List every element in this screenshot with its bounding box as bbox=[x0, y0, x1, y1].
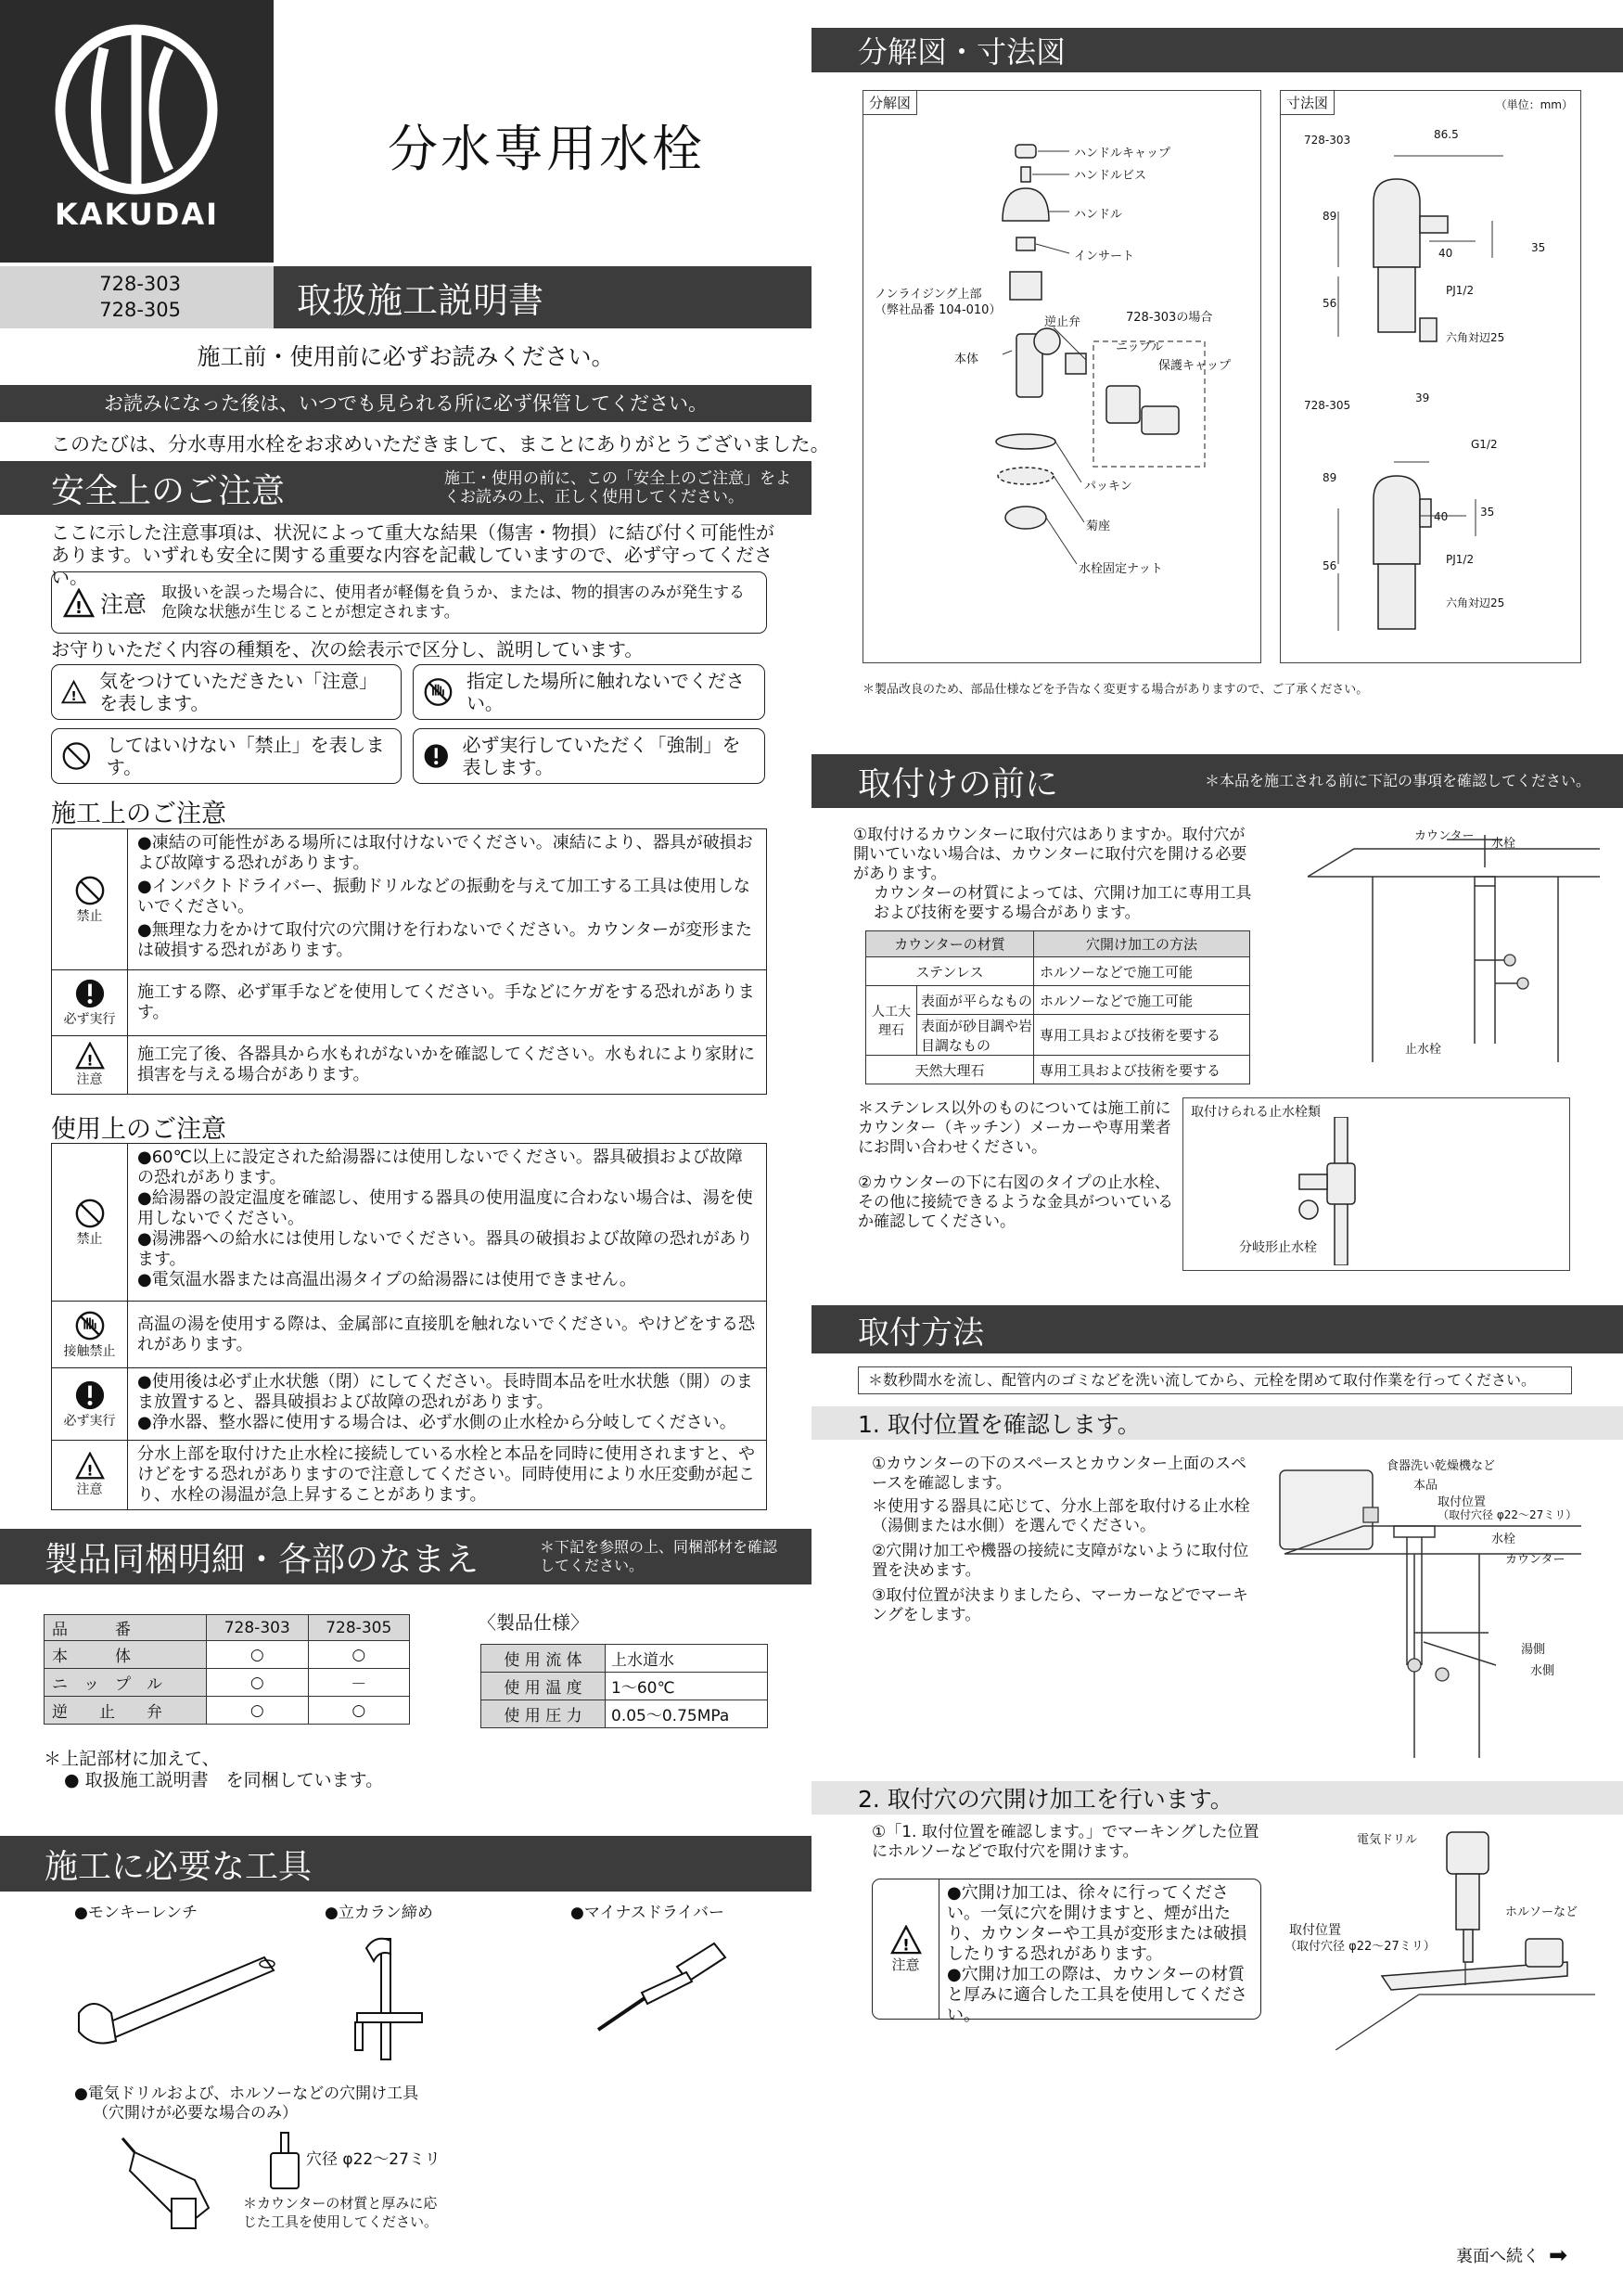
safety-intro: ここに示した注意事項は、状況によって重大な結果（傷害・物損）に結び付く可能性があります。いずれも安全に関する重要な内容を記載していますので、必ず守ってください。 bbox=[51, 521, 774, 588]
symbol-caution: ! 気をつけていただきたい「注意」を表します。 bbox=[51, 664, 402, 720]
page-title: 分水専用水栓 bbox=[388, 120, 705, 178]
warning-triangle-icon bbox=[890, 1925, 922, 1955]
continued-indicator: 裏面へ続く ➡ bbox=[1456, 2242, 1568, 2268]
spec-table: 使 用 流 体 上水道水 使 用 温 度 1～60℃ 使 用 圧 力 0.05～0.75MPa bbox=[480, 1644, 768, 1728]
install-cautions-heading: 施工上のご注意 bbox=[51, 800, 226, 828]
prohibited-icon bbox=[74, 1198, 106, 1229]
symbol-prohibited: してはいけない「禁止」を表します。 bbox=[51, 728, 402, 784]
step1-heading: 1. 取付位置を確認します。 bbox=[812, 1406, 1623, 1440]
warning-triangle-icon bbox=[61, 676, 86, 708]
tools-note: ＊カウンターの材質と厚みに応じた工具を使用してください。 bbox=[243, 2195, 439, 2230]
mandatory-icon bbox=[74, 1379, 106, 1411]
mandatory-icon bbox=[74, 978, 106, 1009]
step1-text: ①カウンターの下のスペースとカウンター上面のスペースを確認します。 ＊使用する器具に応じて、分水上部を取付ける止水栓（湯側または水側）を選んでください。 ②穴開け加工や機器の接続に支障がないように取付位置を決めます。 ③取付位置が決まりましたら、マーカーなどでマーキングをします。 bbox=[872, 1455, 1250, 1624]
label-install-position: 取付位置 bbox=[1438, 1495, 1487, 1509]
label-electric-drill: 電気ドリル bbox=[1357, 1833, 1418, 1847]
manual-title: 取扱施工説明書 bbox=[274, 266, 812, 328]
svg-text:!: ! bbox=[85, 1461, 94, 1480]
label-counter: カウンター bbox=[1414, 829, 1475, 843]
label-holesaw: ホルソーなど bbox=[1505, 1905, 1578, 1919]
label-cold-side: 水側 bbox=[1530, 1664, 1555, 1678]
arrow-right-icon: ➡ bbox=[1549, 2242, 1568, 2268]
electric-drill-icon bbox=[121, 2134, 232, 2236]
stop-valve-box: 取付けられる止水栓類 分岐形止水栓 bbox=[1182, 1097, 1570, 1271]
no-touch-icon bbox=[74, 1310, 106, 1341]
exploded-header: 分解図・寸法図 bbox=[812, 28, 1623, 72]
exploded-footnote: ＊製品改良のため、部品仕様などを予告なく変更する場合がありますので、ご了承ください。 bbox=[863, 683, 1369, 697]
label-hole-size: （取付穴径 φ22～27ミリ） bbox=[1284, 1940, 1436, 1954]
read-before: 施工前・使用前に必ずお読みください。 bbox=[197, 343, 615, 370]
step2-heading: 2. 取付穴の穴開け加工を行います。 bbox=[812, 1781, 1623, 1815]
model-number: 728-305 bbox=[99, 299, 181, 321]
tool-screwdriver: ●マイナスドライバー bbox=[570, 1904, 724, 1922]
label-faucet: 水栓 bbox=[1491, 837, 1516, 851]
mandatory-icon bbox=[423, 739, 450, 773]
caution-definition bbox=[51, 571, 767, 634]
tool-drill: ●電気ドリルおよび、ホルソーなどの穴開け工具 （穴開けが必要な場合のみ） bbox=[74, 2084, 419, 2123]
step2-text: ①「1. 取付位置を確認します。」でマーキングした位置にホルソーなどで取付穴を開けます。 bbox=[872, 1823, 1259, 1861]
warning-triangle-icon bbox=[75, 1452, 105, 1480]
use-cautions-heading: 使用上のご注意 bbox=[51, 1115, 226, 1144]
spec-title: 〈製品仕様〉 bbox=[478, 1611, 589, 1634]
counter-material-table: カウンターの材質 穴開け加工の方法 ステンレス ホルソーなどで施工可能 人工大理石 表面が平らなもの ホルソーなどで施工可能 表面が砂目調や岩目調なもの 専用工具および技術を要する 天然大理石 専用工具および技術を要する bbox=[865, 930, 1250, 1084]
before-note2: ＊ステンレス以外のものについては施工前にカウンター（キッチン）メーカーや専用業者にお問い合わせください。 bbox=[858, 1099, 1171, 1157]
dimension-diagram bbox=[1281, 91, 1582, 664]
tool-monkey-wrench: ●モンキーレンチ bbox=[74, 1904, 198, 1922]
brand-name: KAKUDAI bbox=[54, 197, 219, 232]
exploded-diagram bbox=[863, 91, 1262, 664]
install-position-illustration bbox=[1275, 1452, 1581, 1763]
screwdriver-icon bbox=[584, 1939, 733, 2041]
svg-text:!: ! bbox=[74, 597, 83, 618]
contents-header: 製品同梱明細・各部のなまえ ＊下記を参照の上、同梱部材を確認してください。 bbox=[0, 1529, 812, 1584]
safety-header: 安全上のご注意 施工・使用の前に、この「安全上のご注意」をよくお読みの上、正しく使用してください。 bbox=[0, 461, 812, 515]
label-hot-side: 湯側 bbox=[1521, 1643, 1546, 1657]
contents-footnote: ＊上記部材に加えて、 ● 取扱施工説明書 を同梱しています。 bbox=[44, 1749, 384, 1790]
label-product: 本品 bbox=[1413, 1479, 1438, 1493]
svg-text:!: ! bbox=[901, 1934, 910, 1954]
drilling-warning: ! 注意 ●穴開け加工は、徐々に行ってください。一気に穴を開けますと、煙が出たり、カウンターや工具が変形または破損したりする恐れがあります。 ●穴開け加工の際は、カウンターの材質と厚みに適合した工具を使用してください。 bbox=[872, 1879, 1261, 2020]
faucet-wrench-icon bbox=[339, 1930, 431, 2069]
label-faucet: 水栓 bbox=[1491, 1533, 1516, 1546]
tool-faucet-wrench: ●立カラン締め bbox=[325, 1904, 433, 1922]
warning-triangle-icon bbox=[75, 1042, 105, 1070]
no-touch-icon bbox=[423, 675, 454, 709]
symbol-no-touch: 指定した場所に触れないでください。 bbox=[413, 664, 765, 720]
svg-text:!: ! bbox=[85, 1051, 94, 1070]
model-number: 728-303 bbox=[99, 273, 181, 295]
before-p2: ②カウンターの下に右図のタイプの止水栓、その他に接続できるような金具がついているか確認してください。 bbox=[858, 1174, 1173, 1231]
hole-saw-icon bbox=[266, 2131, 303, 2191]
warning-triangle-icon bbox=[63, 588, 95, 618]
monkey-wrench-icon bbox=[74, 1939, 288, 2050]
method-header: 取付方法 bbox=[812, 1305, 1623, 1353]
svg-text:!: ! bbox=[70, 689, 77, 705]
thanks-text: このたびは、分水専用水栓をお求めいただきまして、まことにありがとうございました。 bbox=[51, 433, 830, 455]
keep-notice: お読みになった後は、いつでも見られる所に必ず保管してください。 bbox=[0, 385, 812, 422]
method-note: ＊数秒間水を流し、配管内のゴミなどを洗い流してから、元栓を閉めて取付作業を行ってください。 bbox=[858, 1366, 1572, 1394]
label-hole-size: （取付穴径 φ22～27ミリ） bbox=[1438, 1508, 1578, 1521]
install-cautions-table: 禁止 ●凍結の可能性がある場所には取付けないでください。凍結により、器具が破損および故障する恐れがあります。 ●インパクトドライバー、振動ドリルなどの振動を与えて加工する工具は使用しないでください。 ●無理な力をかけて取付穴の穴開けを行わないでください。カウンターが変形または破損する恐れがあります。 必ず実行 施工する際、必ず軍手などを使用してください。手などにケガをする恐れがあります。 ! 注意 施工完了後、各器具から水もれがないかを確認してください。水もれにより家財に損害を与える場合があります。 bbox=[51, 828, 767, 1095]
symbols-intro: お守りいただく内容の種類を、次の絵表示で区分し、説明しています。 bbox=[51, 638, 644, 661]
hole-size: 穴径 φ22～27ミリ bbox=[306, 2150, 441, 2169]
symbol-mandatory: 必ず実行していただく「強制」を表します。 bbox=[413, 728, 765, 784]
exploded-view: 分解図 ハンドルキャップ ハンドルビス ハンドル インサート ノンライジング上部 （弊社品番 104-010） 逆止弁 本体 728-303の場合 ニップル 保護キャップ パッキン 菊座 水栓固定ナット bbox=[863, 90, 1261, 663]
tools-header: 施工に必要な工具 bbox=[0, 1836, 812, 1892]
prohibited-icon bbox=[61, 739, 92, 773]
model-box bbox=[0, 266, 274, 328]
label-stop-valve: 止水栓 bbox=[1405, 1043, 1442, 1057]
label-dishwasher: 食器洗い乾燥機など bbox=[1387, 1459, 1496, 1473]
prohibited-icon bbox=[74, 875, 106, 906]
logo-block bbox=[0, 0, 274, 263]
label-install-position: 取付位置 bbox=[1289, 1923, 1341, 1938]
contents-table: 品 番 728-303 728-305 本 体 ○ ○ ニ ッ プ ル ○ － 逆 止 弁 ○ ○ bbox=[44, 1614, 410, 1725]
use-cautions-table: 禁止 ●60℃以上に設定された給湯器には使用しないでください。器具破損および故障の恐れがあります。 ●給湯器の設定温度を確認し、使用する器具の使用温度に合わない場合は、湯を使用しないでください。 ●湯沸器への給水には使用しないでください。器具の破損および故障の恐れがあります。 ●電気温水器または高温出湯タイプの給湯器には使用できません。 接触禁止 高温の湯を使用する際は、金属部に直接肌を触れないでください。やけどをする恐れがあります。 必ず実行 ●使用後は必ず止水状態（閉）にしてください。長時間本品を吐水状態（開）のまま放置すると、器具破損および故障の恐れがあります。 ●浄水器、整水器に使用する場合は、必ず水側の止水栓から分岐してください。 ! 注意 分水上部を取付けた止水栓に接続している水栓と本品を同時に使用されますと、やけどをする恐れがありますので注意してください。同時使用により水圧変動が起こり、水栓の湯温が急上昇することがあります。 bbox=[51, 1143, 767, 1510]
before-p1: ①取付けるカウンターに取付穴はありますか。取付穴が開いていない場合は、カウンターに取付穴を開ける必要があります。 カウンターの材質によっては、穴開け加工に専用工具および技術を要する場合があります。 bbox=[853, 826, 1252, 922]
before-header: 取付けの前に ＊本品を施工される前に下記の事項を確認してください。 bbox=[812, 754, 1623, 808]
caution-label: 注意 bbox=[100, 590, 147, 618]
caution-text: 取扱いを誤った場合に、使用者が軽傷を負うか、または、物的損害のみが発生する危険な状態が生じることが想定されます。 bbox=[161, 583, 746, 622]
dimension-view: 寸法図 （単位：mm） 728-303 86.5 89 40 35 56 PJ1/2 六角対辺25 728-305 39 G1/2 89 40 35 56 PJ1/2 六角対辺25 bbox=[1280, 90, 1581, 663]
label-counter: カウンター bbox=[1505, 1553, 1565, 1567]
